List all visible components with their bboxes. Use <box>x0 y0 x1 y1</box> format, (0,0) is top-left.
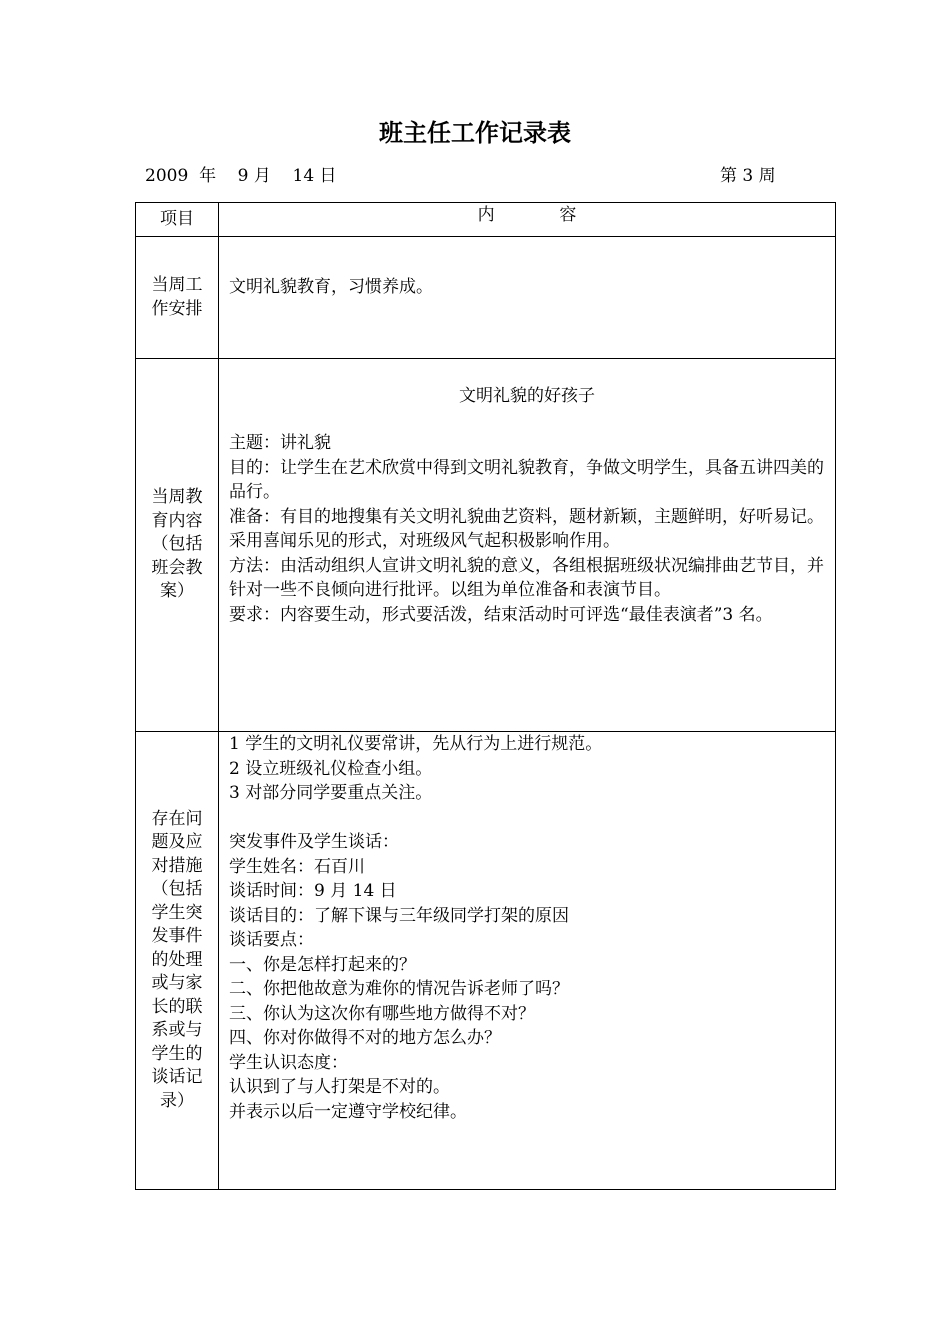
incident-line: 学生认识态度： <box>229 1052 348 1073</box>
incident-line: 谈话时间：9 月 14 日 <box>229 881 397 901</box>
incident-record <box>229 830 825 1124</box>
incident-line: 并表示以后一定遵守学校纪律。 <box>229 1101 467 1122</box>
page-title: 班主任工作记录表 <box>379 119 571 147</box>
incident-line: 二、你把他故意为难你的情况告诉老师了吗？ <box>229 979 569 999</box>
weekly-arrangement-row <box>136 237 836 359</box>
item-column-header: 项目 <box>136 203 219 237</box>
spacer <box>229 806 825 831</box>
incident-line: 谈话要点： <box>229 930 314 950</box>
incident-line: 三、你认为这次你有哪些地方做得不对？ <box>229 1003 535 1024</box>
incident-line: 学生姓名：石百川 <box>229 856 365 877</box>
work-record-table <box>135 202 836 1190</box>
lesson-plan-line: 目的：让学生在艺术欣赏中得到文明礼貌教育，争做文明学生，具备五讲四美的品行。 <box>229 457 824 502</box>
incident-line: 四、你对你做得不对的地方怎么办？ <box>229 1028 501 1048</box>
incident-line: 一、你是怎样打起来的？ <box>229 954 416 975</box>
incident-line: 谈话目的：了解下课与三年级同学打架的原因 <box>229 905 569 926</box>
education-content-label: 当周教育内容（包括班会教案） <box>136 359 219 732</box>
lesson-plan-title: 文明礼貌的好孩子 <box>459 386 595 406</box>
measures-list <box>229 732 825 806</box>
incident-line: 认识到了与人打架是不对的。 <box>229 1077 450 1097</box>
weekly-arrangement-label: 当周工作安排 <box>136 237 219 359</box>
lesson-plan-line: 准备：有目的地搜集有关文明礼貌曲艺资料，题材新颖，主题鲜明，好听易记。采用喜闻乐见的形式，对班级风气起积极影响作用。 <box>229 506 824 551</box>
lesson-plan-line: 主题：讲礼貌 <box>229 433 331 453</box>
lesson-plan-body <box>229 431 825 627</box>
record-date: 2009 年 9 月 14 日 <box>145 166 337 186</box>
issues-cell <box>219 732 836 1190</box>
measure-item: 1 学生的文明礼仪要常讲，先从行为上进行规范。 <box>229 734 603 754</box>
measure-item: 2 设立班级礼仪检查小组。 <box>229 758 433 779</box>
week-number: 第 3 周 <box>720 166 776 186</box>
measure-item: 3 对部分同学要重点关注。 <box>229 783 433 803</box>
lesson-plan-line: 方法：由活动组织人宣讲文明礼貌的意义，各组根据班级状况编排曲艺节目，并针对一些不良倾向进行批评。以组为单位准备和表演节目。 <box>229 555 824 600</box>
education-content-row <box>136 359 836 732</box>
table-header-row <box>136 203 836 237</box>
weekly-arrangement-text: 文明礼貌教育，习惯养成。 <box>219 237 836 359</box>
issues-label: 存在问题及应对措施（包括学生突发事件的处理或与家长的联系或与学生的谈话记录） <box>136 732 219 1190</box>
education-content-cell <box>219 359 836 732</box>
incident-line: 突发事件及学生谈话： <box>229 832 399 852</box>
issues-row <box>136 732 836 1190</box>
content-column-header: 内 容 <box>219 203 836 237</box>
lesson-plan-line: 要求：内容要生动，形式要活泼，结束活动时可评选“最佳表演者”3 名。 <box>229 604 773 625</box>
